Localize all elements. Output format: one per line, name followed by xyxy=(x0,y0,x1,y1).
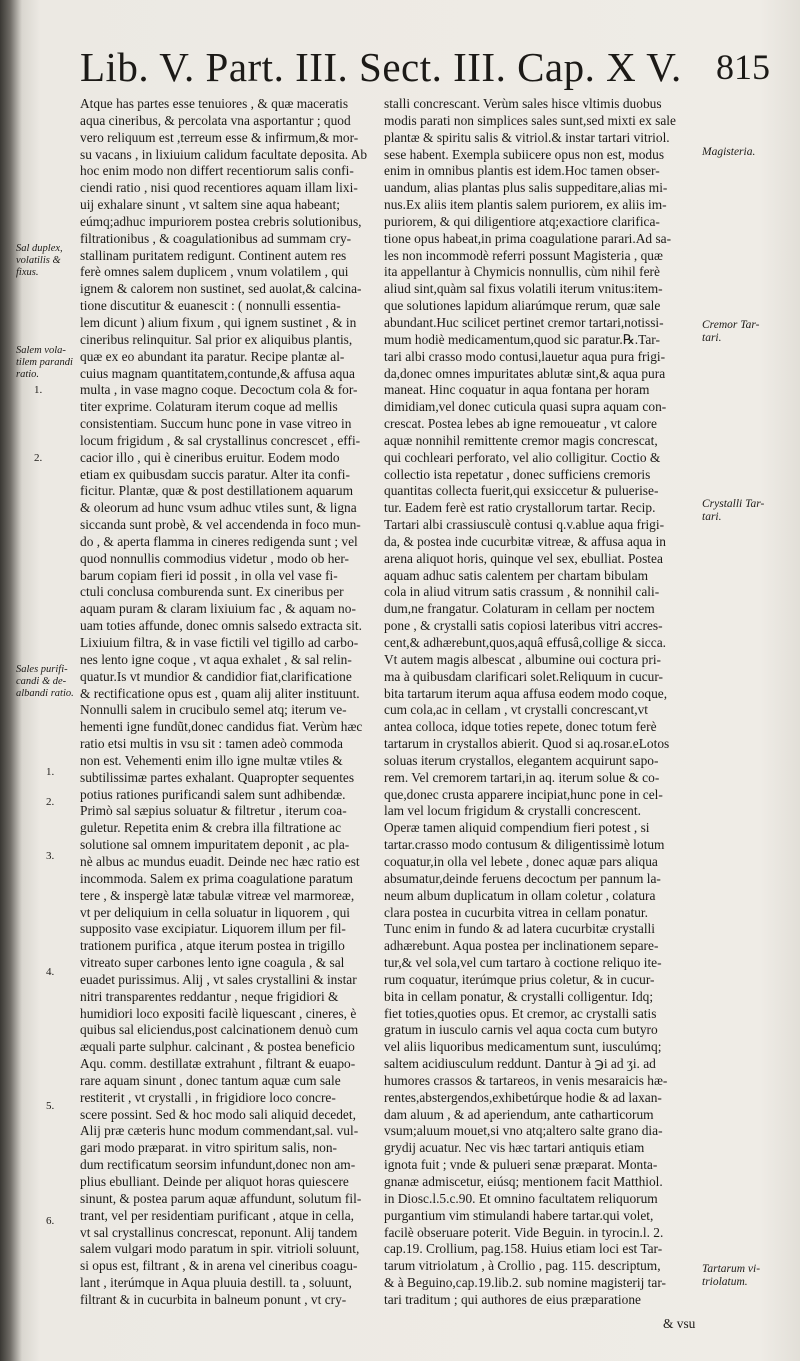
text-line: vero reliquum est ,terreum esse & infirmum,& mor- xyxy=(80,129,359,145)
text-line: neum album duplicatum in ollam coletur , colatura xyxy=(384,887,656,903)
text-line: rare aquam sinunt , donec tantum aquæ cum sale xyxy=(80,1072,341,1088)
text-line: ma à quibusdam clarificari solet.Reliquum in cucur- xyxy=(384,668,663,684)
text-line: que solutiones lapidum aliarúmque rerum, quæ sale xyxy=(384,298,661,314)
margin-number: 1. xyxy=(46,766,55,778)
text-line: dam aluum , & ad aperiendum, ante catharticorum xyxy=(384,1106,654,1122)
text-line: tarum vitriolatum , à Crollio , pag. 115. descriptum, xyxy=(384,1258,661,1274)
text-line: tere , & inspergè latæ tabulæ vitreæ vel marmoreæ, xyxy=(80,887,355,903)
text-line: non est. Vehementi enim illo igne multæ vtiles & xyxy=(80,752,343,768)
text-line: su vacans , in lixiuium calidum facultate deposita. Ab xyxy=(80,146,368,162)
text-line: ignota fuit ; vnde & pulueri senæ præparat. Monta- xyxy=(384,1157,658,1173)
text-line: ciendi ratio , nisi quod recentiores aquam illam lixi- xyxy=(80,180,358,196)
text-line: ignem & calorem non sustinet, sed auolat,& calcina- xyxy=(80,281,362,297)
text-line: humidiori loco expositi facilè liquescant , cineres, è xyxy=(80,1005,357,1021)
margin-number: 3. xyxy=(46,850,55,862)
margin-number: 2. xyxy=(46,796,55,808)
text-line: Primò sal sæpius soluatur & filtretur , iterum coa- xyxy=(80,803,347,819)
text-line: tione discutitur & euanescit : ( nonnulli essentia- xyxy=(80,298,341,314)
text-line: les non incommodè referri possunt Magisteria , quæ xyxy=(384,247,663,263)
margin-number: 6. xyxy=(46,1215,55,1227)
text-line: tione opus habeat,in prima coagulatione parari.Ad sa- xyxy=(384,230,672,246)
text-line: vsum;aluum mouet,si vno atq;altero salte grano dia- xyxy=(384,1123,663,1139)
text-line: cum cola,ac in cellam , vt crystalli concrescant,vt xyxy=(384,702,648,718)
text-line: barum copiam fieri id possit , in olla vel vase fi- xyxy=(80,567,338,583)
text-line: grydij acuatur. Nec vis hæc tartari antiquis etiam xyxy=(384,1140,645,1156)
text-line: aliud sint,quàm sal fixus volatili iterum vnitus:item- xyxy=(384,281,663,297)
text-line: puriorem, & qui diligentiore atq;exactiore clarifica- xyxy=(384,213,660,229)
margin-number: 2. xyxy=(34,452,43,464)
text-line: modis parati non simplices sales sunt,sed mixti ex sale xyxy=(384,112,676,128)
text-line: trationem purifica , atque iterum postea in trigillo xyxy=(80,938,345,954)
text-line: purgantium vim stimulandi habere tartar.qui volet, xyxy=(384,1207,654,1223)
text-line: restiterit , vt crystalli , in frigidiore loco concre- xyxy=(80,1089,336,1105)
text-line: crescat. Postea lebes ab igne remoueatur , vt calore xyxy=(384,416,657,432)
text-line: do , & aperta flamma in cineres redigenda sunt ; vel xyxy=(80,533,358,549)
text-line: tari albi crasso modo contusi,lauetur aqua pura frigi- xyxy=(384,348,666,364)
text-line: saltem acidiusculum reddunt. Dantur à ℈i ad ʒi. ad xyxy=(384,1056,656,1072)
text-line: absumatur,deinde feruens decoctum per pannum la- xyxy=(384,870,661,886)
text-line: adhærebunt. Aqua postea per inclinationem separe- xyxy=(384,938,659,954)
margin-note-cremor-tartari: Cremor Tar- tari. xyxy=(702,319,760,344)
text-line: soluas iterum crystallos, elegantem acquirunt sapo- xyxy=(384,752,659,768)
text-line: subtilissimæ partes exhalant. Quapropter sequentes xyxy=(80,769,355,785)
running-title: Lib. V. Part. III. Sect. III. Cap. X V. xyxy=(80,44,682,90)
text-line: aquam adhuc satis calentem per chartam bibulam xyxy=(384,567,648,583)
text-line: in Diosc.l.5.c.90. Et omnino facultatem reliquorum xyxy=(384,1190,658,1206)
text-line: vel aliis liquoribus medicamentum sunt, iusculúmq; xyxy=(384,1039,662,1055)
text-line: nè albus ac mundus euadit. Deinde nec hæc ratio est xyxy=(80,853,360,869)
text-line: Operæ tamen aliquid compendium fieri potest , si xyxy=(384,820,650,836)
text-line: quibus sal eliciendus,post calcinationem denuò cum xyxy=(80,1022,359,1038)
text-line: collectio ista repetatur , donec sufficiens cremoris xyxy=(384,466,651,482)
text-line: cent,& adhærebunt,quos,aquâ effusâ,collige & sicca. xyxy=(384,635,666,650)
text-line: scere possint. Sed & hoc modo sali aliquid decedet, xyxy=(80,1106,356,1122)
text-line: filtrant & in cucurbita in balneum ponunt , vt cry- xyxy=(80,1291,347,1307)
text-line: siccanda sunt probè, & vel accendenda in foco mun- xyxy=(80,517,361,533)
text-line: gratum in iusculo carnis vel aqua cocta cum butyro xyxy=(384,1022,658,1038)
text-line: Tunc enim in fundo & ad latera cucurbitæ crystalli xyxy=(384,921,655,937)
text-line: aquam puram & claram lixiuium fac , & aquam no- xyxy=(80,601,356,617)
margin-number: 4. xyxy=(46,966,55,978)
text-line: gnanæ admiscetur, eiúsq; mentionem facit Matthiol. xyxy=(384,1174,663,1189)
text-line: dum,ne frangatur. Colaturam in cellam per noctem xyxy=(384,601,655,617)
text-line: quæ ex eo abundant ita paratur. Recipe plantæ al- xyxy=(80,348,345,364)
text-line: salem vulgari modo paratum in spir. vitrioli soluunt, xyxy=(80,1241,360,1257)
text-line: maneat. Hinc coquatur in aqua fontana per horam xyxy=(384,382,650,398)
text-line: guletur. Repetita enim & crebra illa filtratione ac xyxy=(80,820,342,836)
catchword: & vsu xyxy=(663,1316,696,1331)
margin-number: 5. xyxy=(46,1100,55,1112)
text-line: abundant.Huc scilicet pertinet cremor tartari,notissi- xyxy=(384,314,664,330)
text-line: ficitur. Plantæ, quæ & post destillationem aquarum xyxy=(80,483,353,499)
text-line: euadet purissimus. Alij , vt sales crystallini & instar xyxy=(80,971,357,987)
margin-note-salem-volatilem: Salem vola- tilem parandi ratio. xyxy=(16,345,73,380)
margin-note-magisteria: Magisteria. xyxy=(702,146,756,158)
text-line: uam toties affunde, donec omnis salsedo extracta sit. xyxy=(80,618,362,634)
text-line: potius rationes purificandi salem sunt adhibendæ. xyxy=(80,786,346,802)
text-line: etiam ex quibusdam succis paratur. Alter ita confi- xyxy=(80,466,350,482)
text-line: lam vel locum frigidum & crystalli concrescent. xyxy=(384,803,641,819)
text-line: vitreato super carbones lento igne coagula , & sal xyxy=(80,955,345,971)
text-line: rem. Vel cremorem tartari,in aq. iterum solue & co- xyxy=(384,769,660,785)
text-line: nus.Ex aliis item plantis salem puriorem, ex aliis im- xyxy=(384,197,667,213)
text-line: titer exprime. Colaturam iterum coque ad mellis xyxy=(80,399,338,415)
text-line: stallinam puritatem redigunt. Continent autem res xyxy=(80,247,347,263)
text-line: aqua cineribus, & percolata vna asportantur ; quod xyxy=(80,112,351,128)
margin-note-sales-purificandi: Sales purifi- candi & de- albandi ratio. xyxy=(16,664,74,699)
text-line: sinunt, & postea parum aquæ affundunt, solutum fil- xyxy=(80,1190,362,1206)
text-line: solutione sal omnem impuritatem deponit , ac pla- xyxy=(80,837,350,853)
text-line: vt per deliquium in cella soluatur in liquorem , qui xyxy=(80,904,350,920)
text-line: Nonnulli salem in crucibulo semel atq; iterum ve- xyxy=(80,702,347,718)
text-line: enim in omnibus plantis est idem.Hoc tamen obser- xyxy=(384,163,660,179)
text-line: vt sal crystallinus concrescat, reponunt. Alij tandem xyxy=(80,1224,358,1240)
text-line: multa , in vase magno coque. Decoctum cola & for- xyxy=(80,382,358,398)
text-line: & rectificatione opus est , quam alij aliter instituunt. xyxy=(80,685,360,701)
text-line: bita in cellam ponatur, & crystalli colligentur. Idq; xyxy=(384,988,654,1004)
text-line: filtrationibus , & coagulationibus ad summam cry- xyxy=(80,230,352,246)
text-line: que,donec crusta apparere incipiat,hunc pone in cel- xyxy=(384,786,663,802)
text-line: uij exhalare sinunt , vt saltem sine aqua habeant; xyxy=(80,197,340,213)
text-line: tari traditum ; qui authores de eius præparatione xyxy=(384,1291,641,1307)
text-line: stalli concrescant. Verùm sales hisce vltimis duobus xyxy=(384,96,662,111)
right-text-column xyxy=(384,96,699,1309)
text-line: locum frigidum , & sal crystallinus concrescet , effi- xyxy=(80,432,361,448)
text-line: ratio etsi multis in vsu sit : tamen adeò commoda xyxy=(80,736,343,752)
text-line: gari modo præparat. in vitro spiritum salis, non- xyxy=(80,1140,337,1156)
text-line: ferè omnes salem duplicem , vnum volatilem , qui xyxy=(80,264,349,280)
text-line: ita appellantur à Chymicis nonnullis, cùm nihil ferè xyxy=(384,264,660,280)
text-line: sese habent. Exempla subiicere opus non est, modus xyxy=(384,146,665,162)
text-line: consistentiam. Succum hunc pone in vase vitreo in xyxy=(80,416,352,432)
page-header xyxy=(80,40,780,94)
text-line: & oleorum ad hunc vsum adhuc vtiles sunt, & ligna xyxy=(80,500,357,516)
text-line: dum rectificatum seorsim infundunt,donec non am- xyxy=(80,1157,356,1173)
text-line: uandum, alias plantas plus salis suppeditare,alias mi- xyxy=(384,180,668,196)
text-line: Tartari albi crassiusculè contusi q.v.ablue aqua frigi- xyxy=(384,517,665,533)
text-line: bita tartarum iterum aqua affusa eodem modo coque, xyxy=(384,685,668,701)
text-line: tartarum in crystallos abierit. Quod si aq.rosar.eLotos xyxy=(384,736,670,752)
text-line: trant, vel per residentiam purificant , atque in cella, xyxy=(80,1207,355,1223)
text-line: humores crassos & tartareos, in venis mesaraicis hæ- xyxy=(384,1072,668,1088)
text-line: supposito vase excipiatur. Liquorem illum per fil- xyxy=(80,921,346,937)
text-line: facilè obseruare poterit. Vide Beguin. in tyrocin.l. 2. xyxy=(384,1224,664,1240)
text-line: quatur.Is vt mundior & candidior fiat,clarificatione xyxy=(80,668,352,684)
text-line: ctuli conclusa comburenda sunt. Ex cineribus per xyxy=(80,584,344,600)
text-line: fiet toties,quoties opus. Et cremor, ac crystalli satis xyxy=(384,1005,657,1021)
text-line: tur,& vel sola,vel cum tartaro à coctione reliquo ite- xyxy=(384,955,662,971)
text-line: cineribus relinquitur. Sal prior ex aliquibus plantis, xyxy=(80,331,353,347)
text-line: aquæ nonnihil remittente cremor magis concrescat, xyxy=(384,432,658,448)
text-line: rentes,abstergendos,exhibetúrque hodie & ad laxan- xyxy=(384,1089,662,1105)
text-line: eúmq;adhuc impuriorem postea crebris solutionibus, xyxy=(80,213,362,229)
text-line: cola in aliud vitrum satis crassum , & nonnihil cali- xyxy=(384,584,660,600)
margin-note-tartarum-vitriolatum: Tartarum vi- triolatum. xyxy=(702,1263,761,1288)
text-line: da, & postea inde cucurbitæ vitreæ, & affusa aqua in xyxy=(384,533,666,549)
text-line: æquali parte sulphur. calcinant , & postea beneficio xyxy=(80,1039,355,1055)
text-line: mum hodiè medicamentum,quod sic paratur.℞.Tar- xyxy=(384,331,660,347)
left-text-column xyxy=(80,96,370,1309)
text-line: nes lento igne coque , vt aqua exhalet , & sal relin- xyxy=(80,651,352,667)
text-line: si opus est, filtrant , & in arena vel cineribus coagu- xyxy=(80,1258,358,1274)
text-line: lem dicunt ) alium fixum , qui ignem sustinet , & in xyxy=(80,314,357,330)
text-line: Aqu. comm. destillatæ extrahunt , filtrant & euapo- xyxy=(80,1056,356,1072)
text-line: da,donec omnes impuritates ablutæ sint,& aqua pura xyxy=(384,365,666,381)
text-line: cacior illo , qui è cineribus eruitur. Eodem modo xyxy=(80,449,340,465)
text-line: hementi igne fundũt,donec candidus fiat. Verùm hæc xyxy=(80,719,363,735)
text-line: hoc enim modo non differt recentiorum salis confi- xyxy=(80,163,354,179)
text-line: antea colloca, idque toties repete, donec totum ferè xyxy=(384,719,657,735)
text-line: cuius magnam quantitatem,contunde,& affusa aqua xyxy=(80,365,355,381)
margin-note-sal-duplex: Sal duplex, volatilis & fixus. xyxy=(16,243,63,278)
text-line: Atque has partes esse tenuiores , & quæ maceratis xyxy=(80,96,349,111)
text-line: plantæ & spiritu salis & vitriol.& instar tartari vitriol. xyxy=(384,129,670,145)
text-line: clara postea in cucurbita vitrea in cellam ponatur. xyxy=(384,904,648,920)
text-line: plius ebulliant. Deinde per aliquot horas quiescere xyxy=(80,1174,349,1189)
text-line: arena aliquot horis, quinque vel sex, ebulliat. Postea xyxy=(384,550,663,566)
text-line: & à Beguino,cap.19.lib.2. sub nomine magisterij tar- xyxy=(384,1275,666,1291)
text-line: incommoda. Salem ex prima coagulatione paratum xyxy=(80,870,353,886)
text-line: nitri transparentes reddantur , neque frigidiori & xyxy=(80,988,339,1004)
text-line: pone , & crystalli satis copiosi lateribus vitri accres- xyxy=(384,618,663,634)
text-line: coquatur,in olla vel lebete , donec aquæ pars aliqua xyxy=(384,853,658,869)
text-line: lant , iterúmque in Aqua pluuia destill. ta , soluunt, xyxy=(80,1275,352,1291)
text-line: cap.19. Crollium, pag.158. Huius etiam loci est Tar- xyxy=(384,1241,663,1257)
text-line: quod nonnullis commodius videtur , modo ob her- xyxy=(80,550,350,566)
text-line: tur. Eadem ferè est ratio crystallorum tartar. Recip. xyxy=(384,500,656,516)
margin-note-crystalli-tartari: Crystalli Tar- tari. xyxy=(702,498,765,523)
text-line: Alij præ cæteris hunc modum commendant,sal. vul- xyxy=(80,1123,359,1139)
page-number: 815 xyxy=(716,47,770,87)
text-line: quantitas collecta fuerit,qui exsiccetur & puluerise- xyxy=(384,483,659,499)
text-line: rum coquatur, iterúmque prius coletur, & in cucur- xyxy=(384,971,655,987)
text-line: Vt autem magis albescat , albumine oui coctura pri- xyxy=(384,651,662,667)
text-line: dimidiam,vel donec cuticula quasi supra aquam con- xyxy=(384,399,667,415)
text-line: qui cochleari perforato, vel alio colligitur. Coctio & xyxy=(384,449,661,465)
text-line: Lixiuium filtra, & in vase fictili vel tigillo ad carbo- xyxy=(80,635,359,650)
margin-number: 1. xyxy=(34,384,43,396)
text-line: tartar.crasso modo contusum & diligentissimè lotum xyxy=(384,837,665,853)
